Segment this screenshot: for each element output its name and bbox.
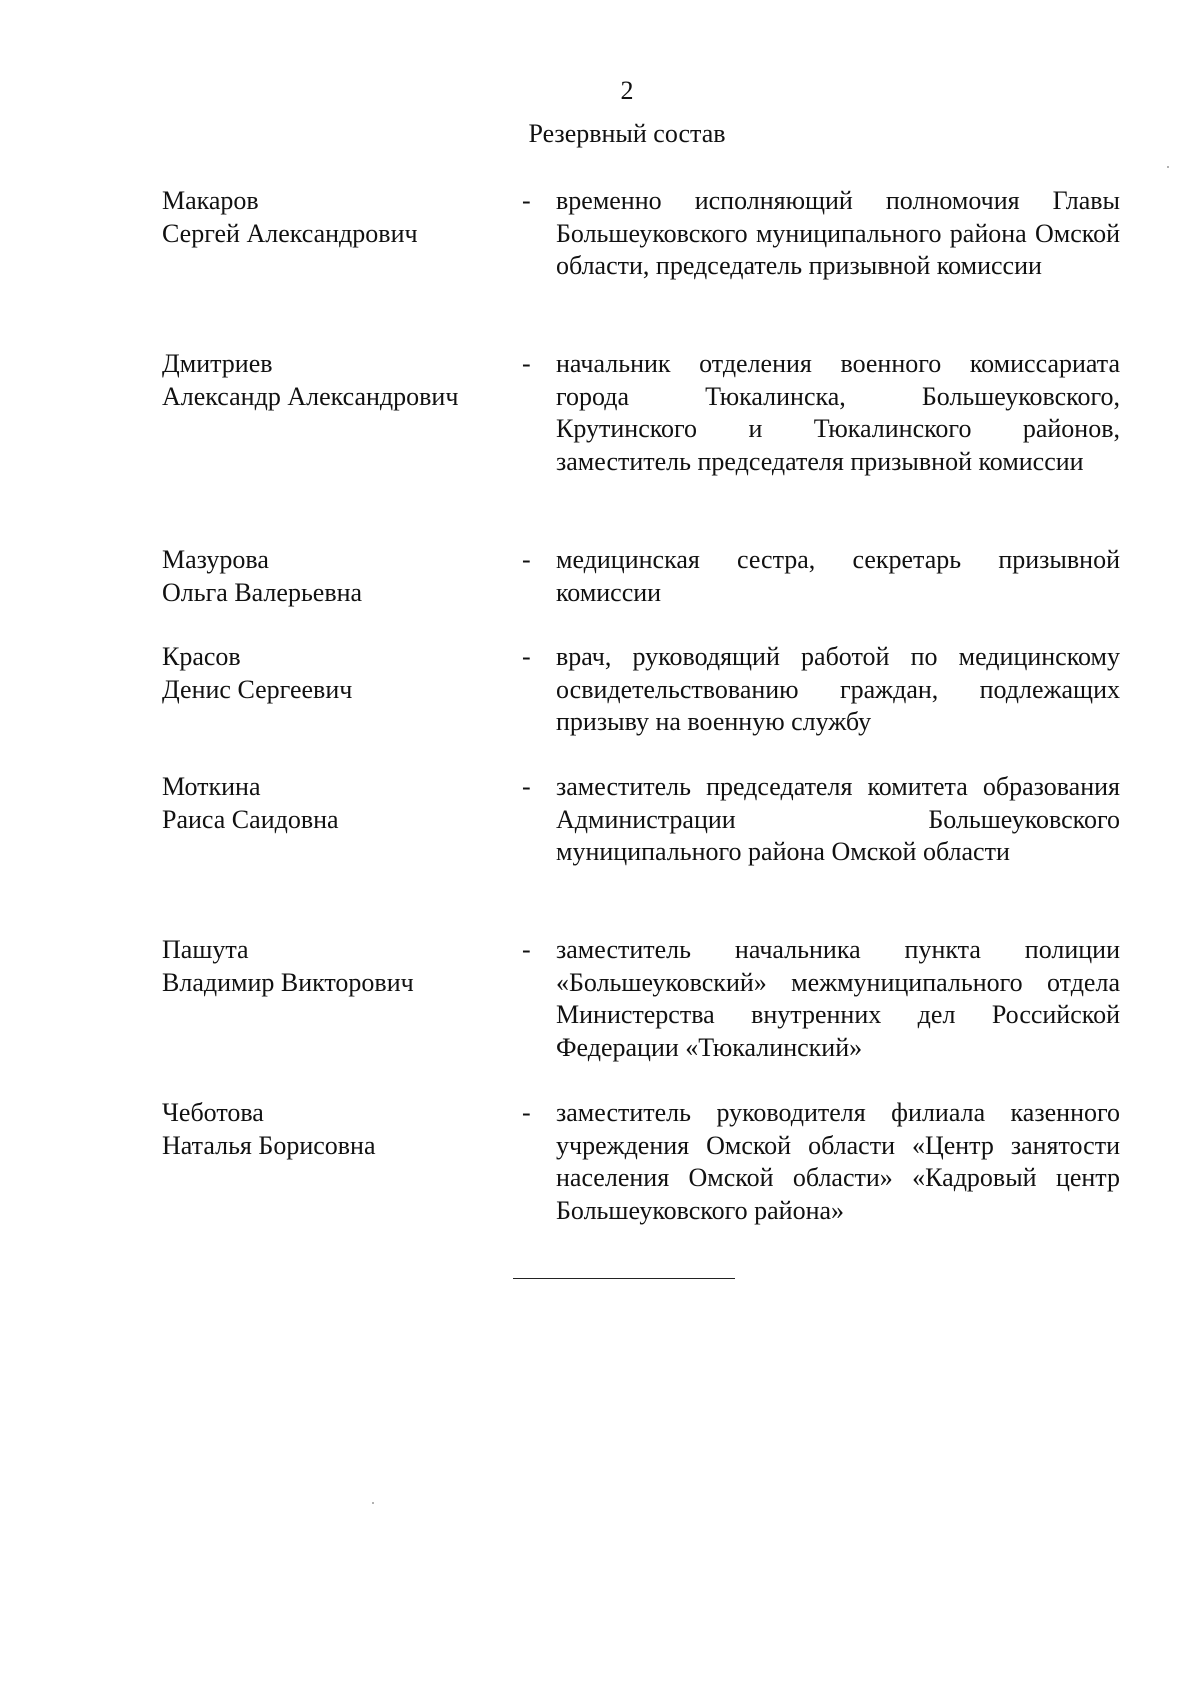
member-surname: Чеботова xyxy=(162,1098,264,1127)
member-name xyxy=(162,544,512,609)
member-surname: Пашута xyxy=(162,935,249,964)
member-surname: Мазурова xyxy=(162,545,269,574)
dash-separator: - xyxy=(522,772,531,801)
scan-speck xyxy=(1167,166,1169,168)
section-title: Резервный состав xyxy=(528,119,726,148)
member-given-names: Раиса Саидовна xyxy=(162,804,339,834)
member-name xyxy=(162,934,512,999)
member-surname: Моткина xyxy=(162,772,261,801)
dash-separator: - xyxy=(522,935,531,964)
member-name xyxy=(162,641,512,706)
page-number: 2 xyxy=(620,76,634,105)
member-role: временно исполняющий полномочия Главы Большеуковского муниципального района Омской области, председатель призывной комиссии xyxy=(556,186,1120,280)
dash-separator: - xyxy=(522,1098,531,1127)
member-given-names: Ольга Валерьевна xyxy=(162,577,363,607)
member-given-names: Сергей Александрович xyxy=(162,218,418,248)
member-name xyxy=(162,185,512,250)
member-given-names: Владимир Викторович xyxy=(162,967,414,997)
member-surname: Макаров xyxy=(162,186,259,215)
closing-divider xyxy=(513,1278,735,1279)
member-role: начальник отделения военного комиссариата города Тюкалинска, Большеуковского, Крутинского и Тюкалинского районов, заместитель председателя призывной комиссии xyxy=(556,349,1120,476)
member-surname: Дмитриев xyxy=(162,349,273,378)
member-role: заместитель начальника пункта полиции «Большеуковский» межмуниципального отдела Министерства внутренних дел Российской Федерации «Тюкалинский» xyxy=(556,935,1120,1062)
member-name xyxy=(162,348,512,413)
scan-speck xyxy=(372,1502,374,1504)
member-surname: Красов xyxy=(162,642,241,671)
member-given-names: Денис Сергеевич xyxy=(162,674,353,704)
dash-separator: - xyxy=(522,186,531,215)
member-role: заместитель председателя комитета образования Администрации Большеуковского муниципального района Омской области xyxy=(556,772,1120,866)
member-given-names: Александр Александрович xyxy=(162,381,459,411)
dash-separator: - xyxy=(522,642,531,671)
dash-separator: - xyxy=(522,545,531,574)
member-name xyxy=(162,1097,512,1162)
member-given-names: Наталья Борисовна xyxy=(162,1130,376,1160)
member-role: заместитель руководителя филиала казенного учреждения Омской области «Центр занятости населения Омской области» «Кадровый центр Большеуковского района» xyxy=(556,1098,1120,1225)
dash-separator: - xyxy=(522,349,531,378)
member-name xyxy=(162,771,512,836)
member-role: врач, руководящий работой по медицинскому освидетельствованию граждан, подлежащих призыву на военную службу xyxy=(556,642,1120,736)
member-role: медицинская сестра, секретарь призывной комиссии xyxy=(556,545,1120,607)
